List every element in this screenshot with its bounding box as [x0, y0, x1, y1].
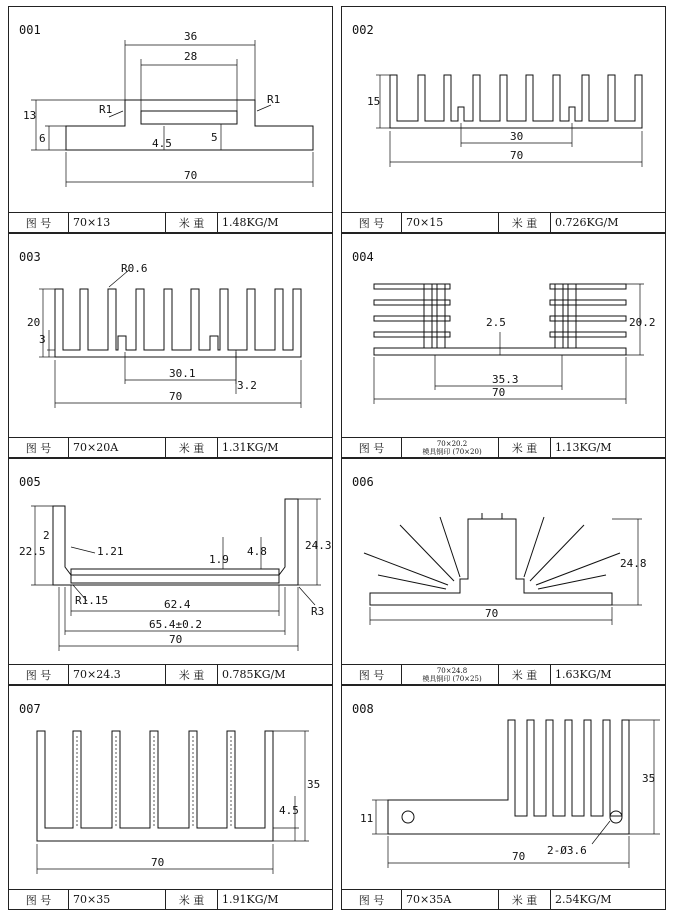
figure-label: 图 号: [9, 438, 69, 457]
dim-height: 35: [642, 772, 656, 785]
figure-number: 004: [352, 250, 374, 264]
dim-mid: 35.3: [492, 373, 519, 386]
weight-label: 米 重: [499, 213, 551, 232]
dim-base: 6: [39, 132, 46, 145]
weight-value: 1.13KG/M: [555, 441, 612, 454]
weight-label: 米 重: [499, 665, 551, 684]
model-size: [402, 665, 499, 684]
model-size: 70×35: [69, 890, 166, 909]
profile-drawing: [9, 234, 333, 439]
info-row: [9, 889, 332, 909]
figure-number: 007: [19, 702, 41, 716]
weight-label: 米 重: [166, 438, 218, 457]
dim-width: 70: [151, 856, 165, 869]
info-row: [342, 889, 665, 909]
profile-drawing: [9, 686, 333, 891]
weight-value: 1.48KG/M: [222, 216, 279, 229]
dim-hole: 2-Ø3.6: [547, 844, 587, 857]
dim-base: 4.5: [279, 804, 299, 817]
figure-label: 图 号: [9, 213, 69, 232]
model-size-line1: 70×20.2: [436, 439, 468, 448]
profile-drawing: [342, 686, 666, 891]
dim-width: 70: [510, 149, 524, 162]
weight-value: 1.91KG/M: [222, 893, 279, 906]
dim-height: 35: [307, 778, 321, 791]
figure-number: 006: [352, 475, 374, 489]
model-size-line2: 模具钢印 (70×25): [422, 674, 482, 683]
drawing-panel-001: [8, 6, 333, 233]
model-size-line2: 模具钢印 (70×20): [422, 447, 482, 456]
weight-label: 米 重: [166, 665, 218, 684]
dim-mid: 30: [510, 130, 524, 143]
info-row: [342, 212, 665, 232]
dim-r1: R1.15: [75, 594, 109, 607]
weight-value: 1.63KG/M: [555, 668, 612, 681]
dim-height: 15: [367, 95, 381, 108]
dim-r3: R3: [311, 605, 325, 618]
dim-d2: 5: [211, 131, 218, 144]
dim-width: 70: [169, 390, 183, 403]
weight-value: 2.54KG/M: [555, 893, 612, 906]
info-row: [342, 437, 665, 457]
dim-t2: 4.8: [247, 545, 267, 558]
figure-label: 图 号: [9, 890, 69, 909]
dim-height: 24.8: [620, 557, 647, 570]
drawing-panel-007: [8, 685, 333, 910]
dim-t: 2.5: [486, 316, 506, 329]
dim-height: 13: [23, 109, 37, 122]
weight-label: 米 重: [499, 438, 551, 457]
dim-width: 70: [169, 633, 183, 646]
dim-g: 3.2: [237, 379, 257, 392]
drawing-panel-003: [8, 233, 333, 458]
model-size: 70×15: [402, 213, 499, 232]
dim-height: 20: [27, 316, 41, 329]
figure-label: 图 号: [342, 890, 402, 909]
info-row: [9, 437, 332, 457]
drawing-panel-008: [341, 685, 666, 910]
dim-d1: 4.5: [152, 137, 172, 150]
dim-base: 3: [39, 333, 46, 346]
dim-width: 70: [485, 607, 499, 620]
profile-drawing: [342, 459, 666, 666]
dim-base: 11: [360, 812, 374, 825]
weight-value: 0.785KG/M: [222, 668, 286, 681]
dim-width: 70: [512, 850, 526, 863]
figure-number: 008: [352, 702, 374, 716]
dim-h2: 24.3: [305, 539, 332, 552]
dim-r-right: R1: [267, 93, 281, 106]
dim-width: 70: [184, 169, 198, 182]
drawing-panel-002: [341, 6, 666, 233]
dim-h1: 22.5: [19, 545, 46, 558]
profile-drawing: [342, 7, 666, 214]
weight-value: 0.726KG/M: [555, 216, 619, 229]
figure-label: 图 号: [342, 213, 402, 232]
dim-a: 1.21: [97, 545, 124, 558]
profile-drawing: [9, 7, 333, 214]
figure-number: 005: [19, 475, 41, 489]
model-size: 70×13: [69, 213, 166, 232]
drawing-panel-006: [341, 458, 666, 685]
weight-label: 米 重: [499, 890, 551, 909]
model-size: [402, 438, 499, 457]
dim-t1: 1.9: [209, 553, 229, 566]
weight-label: 米 重: [166, 890, 218, 909]
dim-s: 2: [43, 529, 50, 542]
model-size: 70×20A: [69, 438, 166, 457]
dim-radius: R0.6: [121, 262, 148, 275]
model-size-line1: 70×24.8: [436, 666, 468, 675]
weight-label: 米 重: [166, 213, 218, 232]
dim-width: 70: [492, 386, 506, 399]
dim-mid: 30.1: [169, 367, 196, 380]
profile-drawing: [9, 459, 333, 666]
info-row: [9, 212, 332, 232]
figure-label: 图 号: [9, 665, 69, 684]
drawing-panel-004: [341, 233, 666, 458]
drawing-panel-005: [8, 458, 333, 685]
dim-r-left: R1: [99, 103, 113, 116]
figure-label: 图 号: [342, 665, 402, 684]
weight-value: 1.31KG/M: [222, 441, 279, 454]
profile-drawing: [342, 234, 666, 439]
dim-w2: 65.4±0.2: [149, 618, 202, 631]
figure-number: 002: [352, 23, 374, 37]
dim-top: 36: [184, 30, 198, 43]
figure-number: 003: [19, 250, 41, 264]
figure-number: 001: [19, 23, 41, 37]
dim-slot: 28: [184, 50, 198, 63]
model-size: 70×24.3: [69, 665, 166, 684]
info-row: [342, 664, 665, 684]
figure-label: 图 号: [342, 438, 402, 457]
dim-height: 20.2: [629, 316, 656, 329]
dim-w1: 62.4: [164, 598, 191, 611]
info-row: [9, 664, 332, 684]
model-size: 70×35A: [402, 890, 499, 909]
